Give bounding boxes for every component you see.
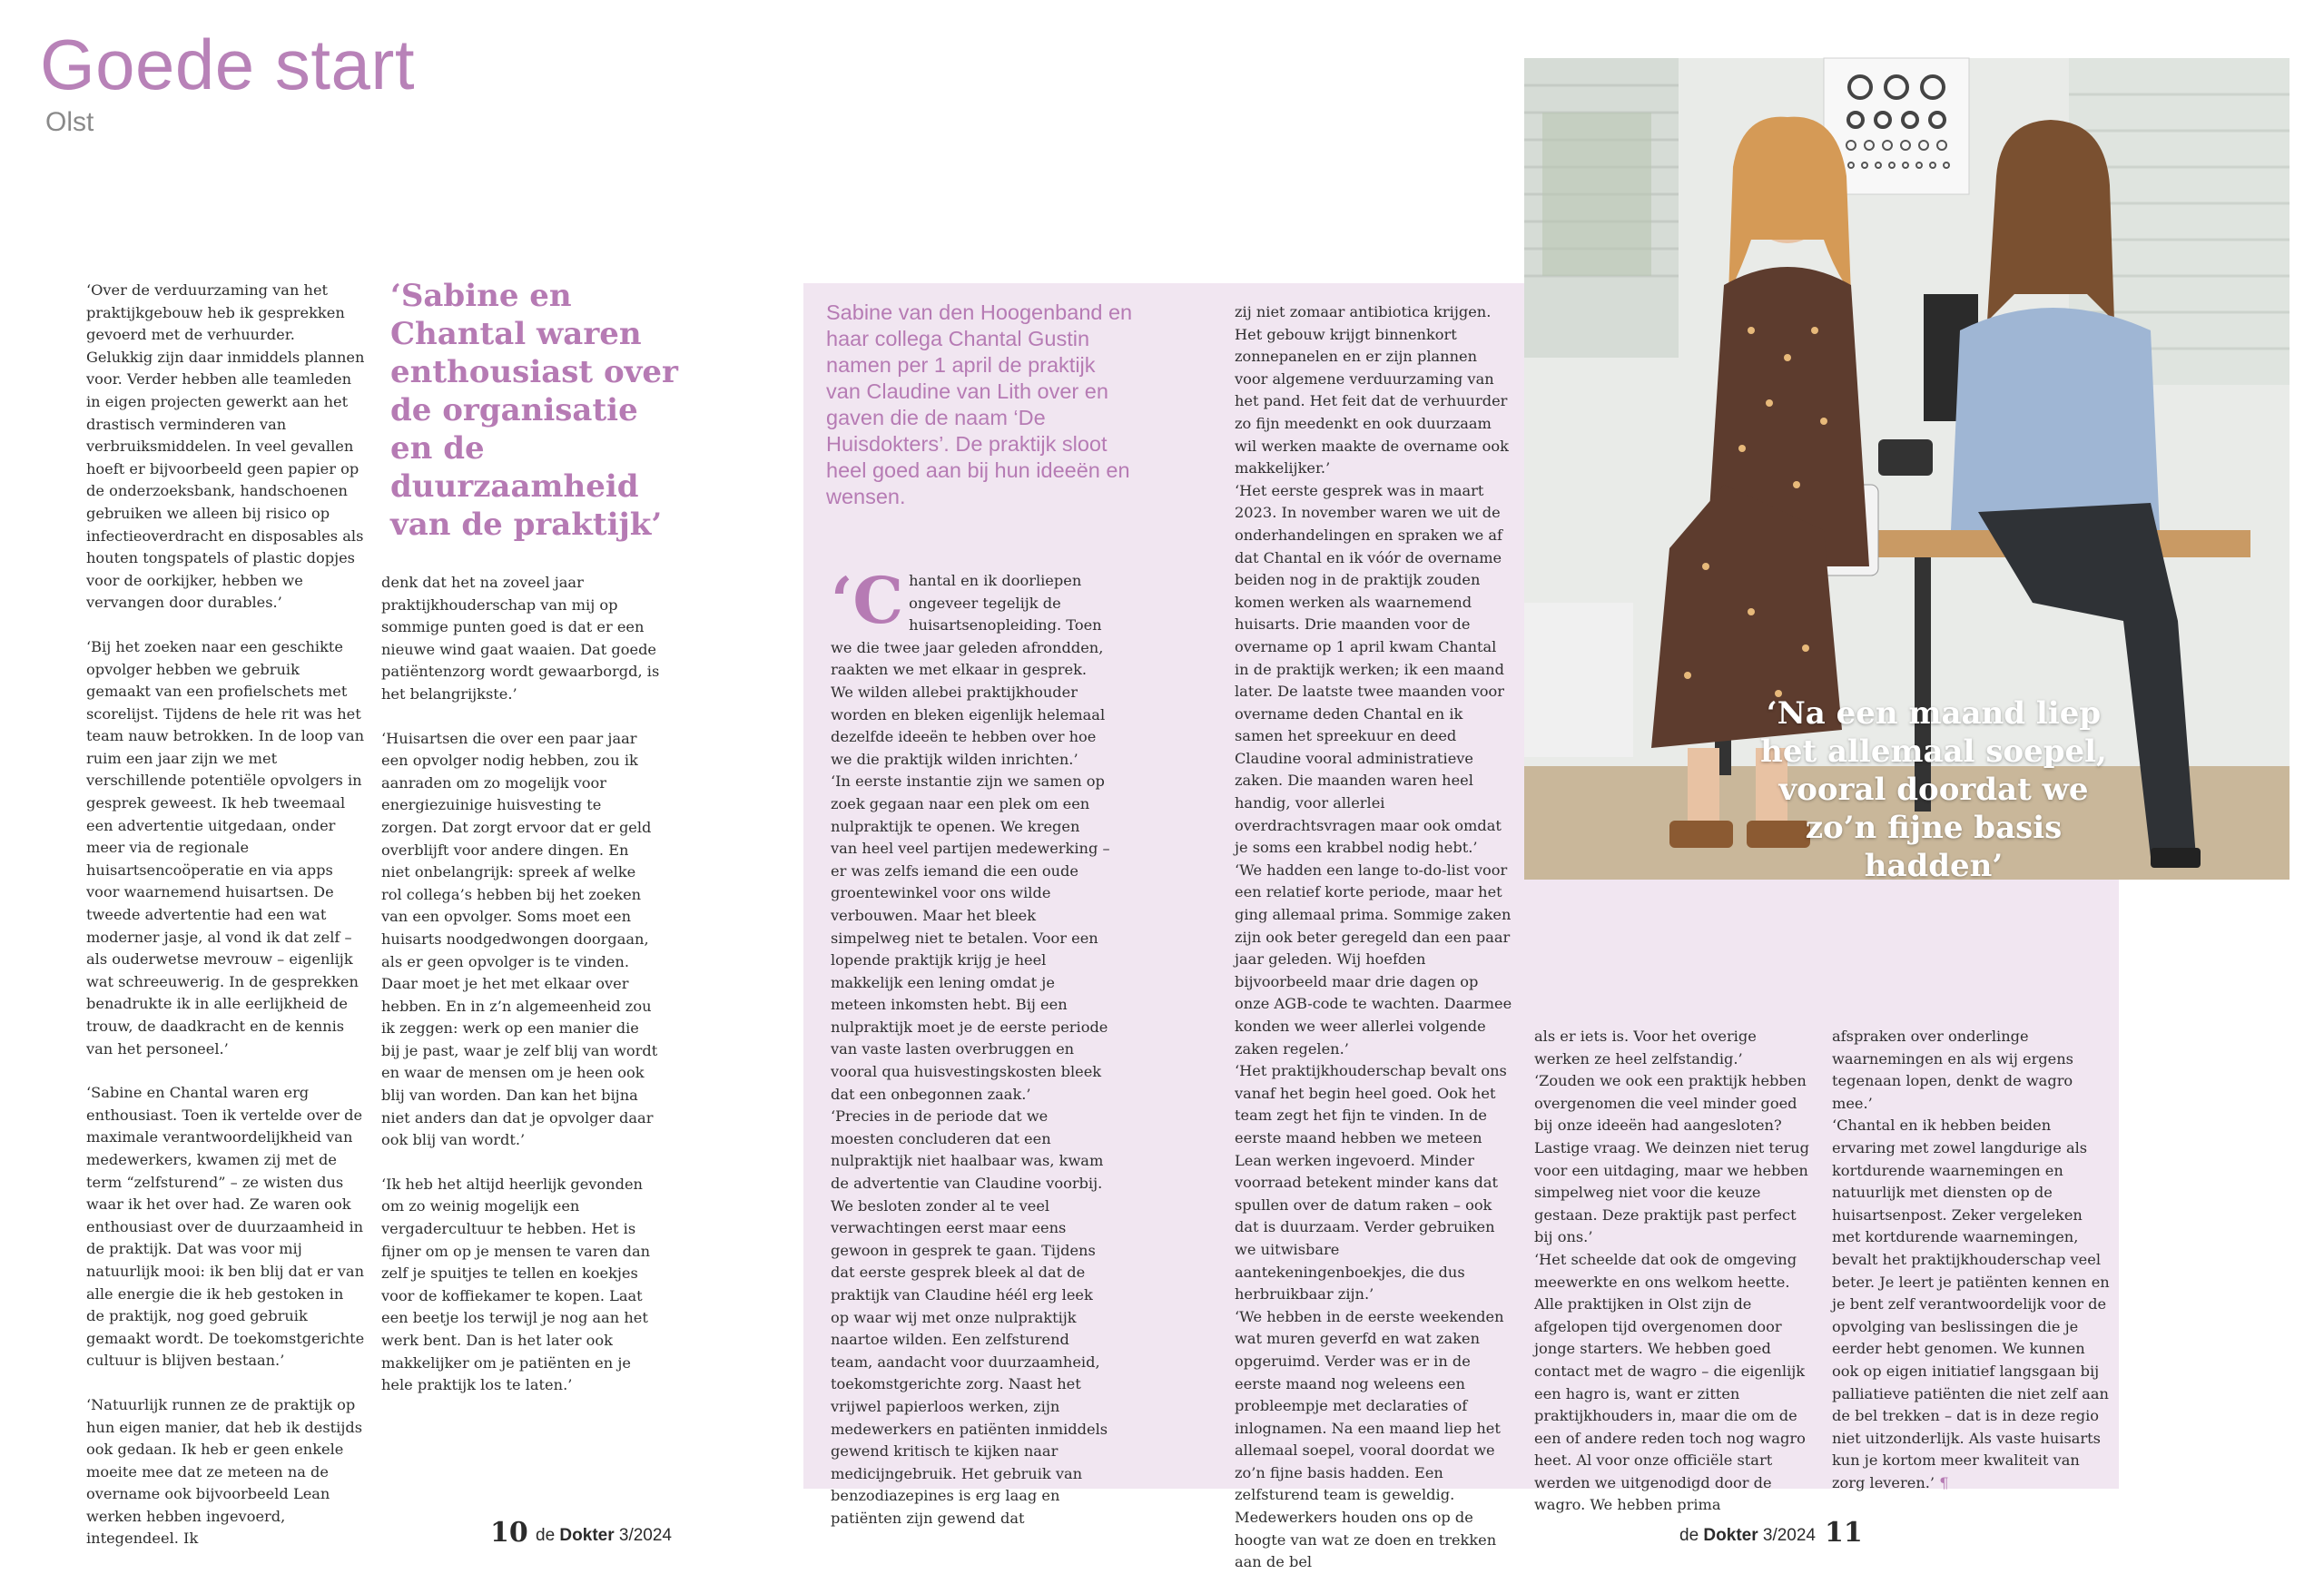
- paragraph: ‘We hebben in de eerste weekenden wat muren geverfd en wat zaken opgeruimd. Verder was er in de eerste maand nog weleens een probleempje met declaraties of inlognamen. Na een maand liep het allemaal soepel, vooral doordat we zo’n fijne basis hadden. Een zelfsturend team is geweldig. Medewerkers houden ons op de hoogte van wat ze doen en trekken aan de bel: [1235, 1307, 1504, 1571]
- paragraph: ‘Chantal en ik hebben beiden ervaring met zowel langdurige als kortdurende waarnemingen en natuurlijk met diensten op de huisartsenpost. Zeker vergeleken met kortdurende waarnemingen, bevalt het praktijkhouderschap veel beter. Je leert je patiënten kennen en je bent zelf verantwoordelijk voor de opvolging van beslissingen die je eerder hebt genomen. We kunnen ook op eigen initiatief langsgaan bij palliatieve patiënten die niet zelf aan de bel trekken – dat is in deze regio niet uitzonderlijk. Als vaste huisarts kun je kortom meer kwaliteit van zorg leveren.’ ¶: [1832, 1117, 2110, 1491]
- paragraph: ‘We hadden een lange to-do-list voor een relatief korte periode, maar het ging allemaal prima. Sommige zaken zijn ook beter geregeld dan een paar jaar geleden. Wij hoefden bijvoorbeeld maar drie dagen op onze AGB-code te wachten. Daarmee konden we weer allerlei volgende zaken regelen.’: [1235, 861, 1512, 1058]
- paragraph: denk dat het na zoveel jaar praktijkhouderschap van mij op sommige punten goed is dat er een nieuwe wind gaat waaien. Dat goede patiëntenzorg wordt gewaarborgd, is het belangrijkste.’: [381, 574, 660, 703]
- magazine-footer-right: de Dokter 3/2024: [1679, 1526, 1817, 1545]
- pull-quote: ‘Sabine en Chantal waren enthousiast over de organisatie en de duurzaamheid van de praktijk’: [390, 278, 678, 543]
- paragraph: ‘Over de verduurzaming van het praktijkgebouw heb ik gesprekken gevoerd met de verhuurder. Gelukkig zijn daar inmiddels plannen voor. Verder hebben alle teamleden in eigen projecten gewerkt aan het drastisch verminderen van verbruiksmiddelen. In veel gevallen hoeft er bijvoorbeeld geen papier op de onderzoeksbank, handschoenen gebruiken we alleen bij risico op infectieoverdracht en disposables als houten tongspatels of plastic dopjes voor de oorkijker, hebben we vervangen door durables.’: [86, 281, 365, 612]
- page-subtitle: Olst: [45, 107, 94, 137]
- page-title: Goede start: [40, 25, 416, 104]
- page-number-right: 11: [1825, 1517, 1863, 1549]
- page-number-left: 10: [490, 1517, 528, 1549]
- paragraph: hantal en ik doorliepen ongeveer tegelijk de huisartsenopleiding. Toen we die twee jaar geleden afrondden, raakten we met elkaar in gesprek. We wilden allebei praktijkhouder worden en bleken eigenlijk helemaal dezelfde ideeën te hebben over hoe we die praktijk wilden inrichten.’: [831, 572, 1106, 768]
- article-column-1: [86, 280, 366, 1548]
- photo-pull-quote: ‘Na een maand liep het allemaal soepel, vooral doordat we zo’n fijne basis hadden’: [1760, 695, 2107, 884]
- paragraph: ‘Ik heb het altijd heerlijk gevonden om zo weinig mogelijk een vergadercultuur te hebben. Het is fijner om op je mensen te varen dan zelf je spuitjes te tellen en koekjes voor de koffiekamer te kopen. Laat een beetje los terwijl je nog aan het werk bent. Dan is het later ook makkelijker om je patiënten en je hele praktijk los te laten.’: [381, 1175, 651, 1394]
- paragraph: ‘Het scheelde dat ook de omgeving meewerkte en ons welkom heette. Alle praktijken in Olst zijn de afgelopen tijd overgenomen door jonge starters. We hebben goed contact met de wagro – die eigenlijk een hagro is, want er zitten praktijkhouders in, maar die om de een of andere reden toch nog wagro heet. Al voor onze officiële start werden we uitgenodigd door de wagro. We hebben prima: [1534, 1250, 1806, 1514]
- drop-cap: ‘C: [831, 563, 904, 638]
- paragraph: ‘Bij het zoeken naar een geschikte opvolger hebben we gebruik gemaakt van een profielschets met scorelijst. Tijdens de hele rit was het team nauw betrokken. In de loop van ruim een jaar zijn we met verschillende potentiële opvolgers in gesprek geweest. Ik heb tweemaal een advertentie uitgedaan, onder meer via de regionale huisartsencoöperatie en via apps voor waarnemend huisartsen. De tweede advertentie had een wat moderner jasje, al vond ik dat zelf – als ouderwetse mevrouw – eigenlijk wat schreeuwerig. In de gesprekken benadrukte ik in alle eerlijkheid de trouw, de daadkracht en de kennis van het personeel.’: [86, 637, 365, 1058]
- paragraph: ‘Het praktijkhouderschap bevalt ons vanaf het begin heel goed. Ook het team zegt het fijn te vinden. In de eerste maand hebben we meteen Lean werken ingevoerd. Minder voorraad betekent minder kans dat spullen over de datum raken – ook dat is duurzaam. Verder gebruiken we uitwisbare aantekeningenboekjes, die dus herbruikbaar zijn.’: [1235, 1062, 1507, 1304]
- paragraph: ‘In eerste instantie zijn we samen op zoek gegaan naar een plek om een nulpraktijk te openen. We kregen van heel veel partijen medewerking – er was zelfs iemand die een oude groentewinkel voor ons wilde verbouwen. Maar het bleek simpelweg niet te betalen. Voor een lopende praktijk krijg je heel makkelijk een lening omdat je meteen inkomsten hebt. Bij een nulpraktijk moet je de eerste periode van vaste lasten overbruggen en vooral qua huisvestingskosten bleek dat een onbegonnen zaak.’: [831, 772, 1110, 1103]
- paragraph: zij niet zomaar antibiotica krijgen. Het gebouw krijgt binnenkort zonnepanelen en er zijn plannen voor algemene verduurzaming van het pand. Het feit dat de verhuurder zo fijn meedenkt en ook duurzaam wil werken maakte de overname ook makkelijker.’: [1235, 303, 1509, 477]
- article-column-5: [1534, 1026, 1814, 1514]
- paragraph: ‘Zouden we ook een praktijk hebben overgenomen die veel minder goed bij onze ideeën had aangesloten? Lastige vraag. We deinzen niet terug voor een uitdaging, maar we hebben simpelweg niet voor die keuze gestaan. Deze praktijk past perfect bij ons.’: [1534, 1072, 1810, 1246]
- paragraph: ‘Precies in de periode dat we moesten concluderen dat een nulpraktijk niet haalbaar was, kwam de advertentie van Claudine voorbij. We besloten zonder al te veel verwachtingen eerst maar eens gewoon in gesprek te gaan. Tijdens dat eerste gesprek bleek al dat de praktijk van Claudine héél erg leek op waar wij met onze nulpraktijk naartoe wilden. Een zelfsturend team, aandacht voor duurzaamheid, toekomstgerichte zorg. Naast het vrijwel papierloos werken, zijn medewerkers en patiënten inmiddels gewend kritisch te kijken naar medicijngebruik. Het gebruik van benzodiazepines is erg laag en patiënten zijn gewend dat: [831, 1107, 1108, 1527]
- end-mark: ¶: [1939, 1473, 1949, 1491]
- article-column-2: [381, 572, 661, 1394]
- paragraph: ‘Natuurlijk runnen ze de praktijk op hun eigen manier, dat heb ik destijds ook gedaan. Ik heb er geen enkele moeite mee dat ze meteen na de overname ook bijvoorbeeld Lean werken hebben ingevoerd, integendeel. Ik: [86, 1395, 363, 1548]
- paragraph: afspraken over onderlinge waarnemingen en als wij ergens tegenaan lopen, denkt de wagro mee.’: [1832, 1028, 2073, 1112]
- magazine-footer-left: de Dokter 3/2024: [536, 1526, 673, 1545]
- article-intro: Sabine van den Hoogenband en haar collega Chantal Gustin namen per 1 april de praktijk van Claudine van Lith over en gaven die de naam ‘De Huisdokters’. De praktijk sloot heel goed aan bij hun ideeën en wensen.: [826, 300, 1133, 508]
- paragraph: ‘Sabine en Chantal waren erg enthousiast. Toen ik vertelde over de maximale verantwoordelijkheid van medewerkers, kwamen zij met de term “zelfsturend” – ze wisten dus waar ik het over had. Ze waren ook enthousiast over de duurzaamheid in de praktijk. Dat was voor mij natuurlijk mooi: ik ben blij dat er van alle energie die ik heb gestoken in de praktijk, nog goed gebruik gemaakt wordt. De toekomstgerichte cultuur is blijven bestaan.’: [86, 1084, 365, 1370]
- paragraph: ‘Huisartsen die over een paar jaar een opvolger nodig hebben, zou ik aanraden om zo mogelijk voor energiezuinige huisvesting te zorgen. Dat zorgt ervoor dat er geld overblijft voor andere dingen. En niet onbelangrijk: spreek af welke rol collega’s hebben bij het zoeken van een opvolger. Soms moet een huisarts noodgedwongen doorgaan, als er geen opvolger is te vinden. Daar moet je het met elkaar over hebben. En in z’n algemeenheid zou ik zeggen: werk op een manier die bij je past, waar je zelf blij van wordt en waar de mensen om je heen ook blij van worden. Dan kan het bijna niet anders dan dat je opvolger daar ook blij van wordt.’: [381, 729, 658, 1149]
- paragraph: als er iets is. Voor het overige werken ze heel zelfstandig.’: [1534, 1028, 1757, 1067]
- paragraph: ‘Het eerste gesprek was in maart 2023. In november waren we uit de onderhandelingen en spraken we af dat Chantal en ik vóór de overname beiden nog in de praktijk zouden komen werken als waarnemend huisarts. Drie maanden voor de overname op 1 april kwam Chantal in de praktijk werken; ik een maand later. De laatste twee maanden voor overname deden Chantal en ik samen het spreekuur en deed Claudine vooral administratieve zaken. Die maanden waren heel handig, voor allerlei overdrachtsvragen maar ook omdat je soms een krabbel nodig hebt.’: [1235, 481, 1505, 857]
- article-column-3: [831, 563, 1110, 1527]
- article-column-6: [1832, 1026, 2112, 1491]
- article-column-4: [1235, 301, 1514, 1571]
